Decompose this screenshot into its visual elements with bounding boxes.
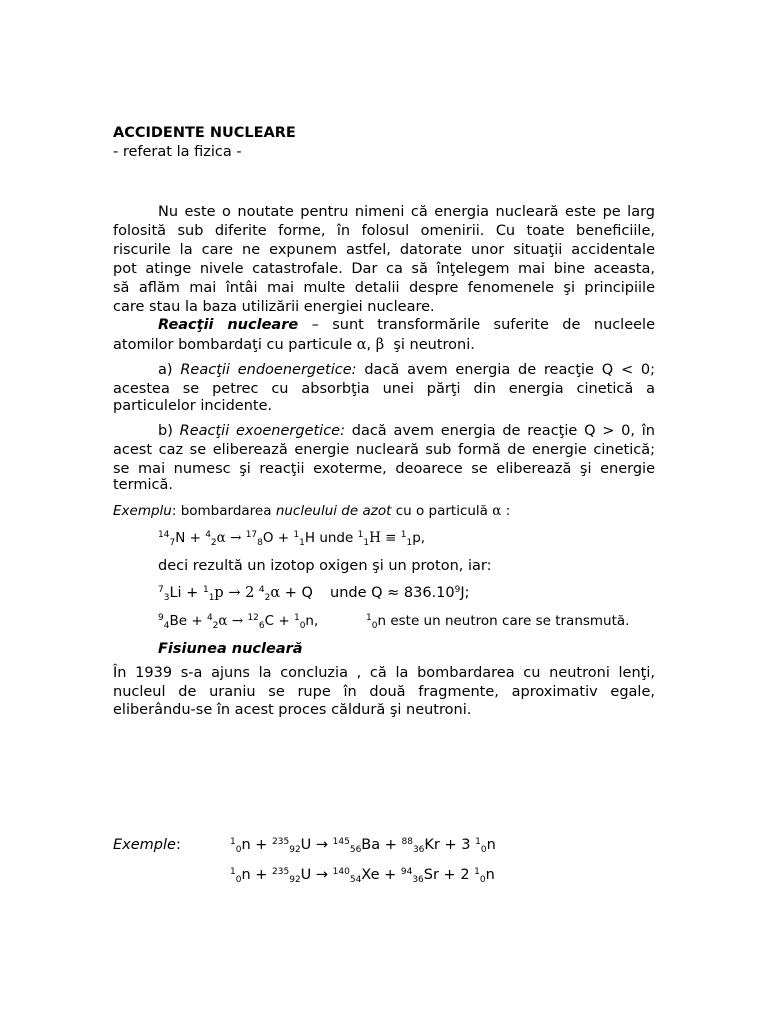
endo-line-1 xyxy=(158,361,655,380)
reactions-def-text-2: atomilor bombardaţi cu particule xyxy=(113,337,353,353)
intro-line-6: care stau la baza utilizării energiei nucleare. xyxy=(113,299,435,315)
example-label: Exemplu xyxy=(113,503,172,519)
exo-term: Reacţii exoenergetice: xyxy=(179,423,345,439)
title-text: ACCIDENTE NUCLEARE xyxy=(113,125,296,141)
exo-line1-rest: dacă avem energia de reacţie Q > 0, în xyxy=(351,423,655,439)
equation-nitrogen-alpha: $^{14}_7$N + $^4_2$α → $^{17}_8$O + $^1_1$H unde $^1_1$H ≡ $^1_1$p, xyxy=(158,530,426,548)
exo-line-4: termică. xyxy=(113,477,173,493)
alpha-symbol: α xyxy=(356,337,367,353)
reactions-def-text-1: – sunt transformările suferite de nucleele xyxy=(311,317,655,333)
exo-line-1 xyxy=(158,422,655,441)
fission-line-1: În 1939 s-a ajuns la concluzia , că la bombardarea cu neutroni lenţi, xyxy=(113,665,655,681)
endo-line-2: acestea se petrec cu absorbţia unei părţi din energia cinetică a xyxy=(113,381,655,397)
document-subtitle: - referat la fizica - xyxy=(113,144,242,160)
fission-line-2: nucleul de uraniu se rupe în două fragmente, aproximativ egale, xyxy=(113,684,655,700)
intro-line-2: folosită sub diferite forme, în folosul omenirii. Cu toate beneficiile, xyxy=(113,223,655,239)
endo-line1-rest: dacă avem energia de reacţie Q < 0; xyxy=(364,362,656,378)
beta-symbol: β xyxy=(375,337,385,353)
examples-label: Exemple: xyxy=(113,837,181,853)
endo-term: Reacţii endoenergetice: xyxy=(180,362,357,378)
neutron-note: $^1_0$n este un neutron care se transmută. xyxy=(366,613,630,631)
document-title xyxy=(113,124,655,143)
equation-lithium-energy: unde $Q \approx 836.10^9J$; xyxy=(330,585,470,601)
reactions-heading: Reacţii nucleare xyxy=(158,317,299,333)
fission-heading: Fisiunea nucleară xyxy=(158,641,303,657)
fission-line-3: eliberându-se în acest proces căldură şi neutroni. xyxy=(113,702,472,718)
endo-prefix: a) xyxy=(158,362,173,378)
equation-beryllium-alpha: $^9_4$Be + $^4_2$α → $^{12}_6$C + $^1_0$n, xyxy=(158,613,319,631)
reactions-definition-line-1 xyxy=(158,316,655,335)
intro-line-1: Nu este o noutate pentru nimeni că energia nucleară este pe larg xyxy=(158,204,655,220)
endo-line-3: particulelor incidente. xyxy=(113,398,273,414)
equation-lithium-proton: $^7_3$Li + $^1_1$p → 2 $^4_2$α + Q xyxy=(158,585,313,603)
exo-line-2: acest caz se eliberează energie nucleară sub formă de energie cinetică; xyxy=(113,442,655,458)
nitrogen-nucleus-text: nucleului de azot xyxy=(275,503,392,519)
deci-line: deci rezultă un izotop oxigen şi un proton, iar: xyxy=(158,558,492,574)
reactions-definition-line-2 xyxy=(113,336,655,355)
intro-line-5: să aflăm mai întâi mai multe detalii despre fenomenele şi principiile xyxy=(113,280,655,296)
fission-equation-xenon-strontium: $^1_0$n + $^{235}_{92}$U → $^{140}_{54}$Xe + $^{94}_{36}$Sr + 2 $^1_0$n xyxy=(230,867,495,885)
intro-line-4: pot atinge nivele catastrofale. Dar ca să înţelegem mai bine aceasta, xyxy=(113,261,655,277)
alpha-symbol: α xyxy=(492,503,502,519)
exo-line-3: se mai numesc şi reacţii exoterme, deoarece se eliberează şi energie xyxy=(113,461,655,477)
exo-prefix: b) xyxy=(158,423,173,439)
example-intro-line: Exemplu: bombardarea nucleului de azot cu o particulă α : xyxy=(113,503,511,519)
intro-line-3: riscurile la care ne expunem astfel, datorate unor situaţii accidentale xyxy=(113,242,655,258)
comma: , xyxy=(366,337,372,353)
fission-equation-barium-krypton: $^1_0$n + $^{235}_{92}$U → $^{145}_{56}$Ba + $^{88}_{36}$Kr + 3 $^1_0$n xyxy=(230,837,496,855)
and-neutrons-text: şi neutroni. xyxy=(393,337,475,353)
